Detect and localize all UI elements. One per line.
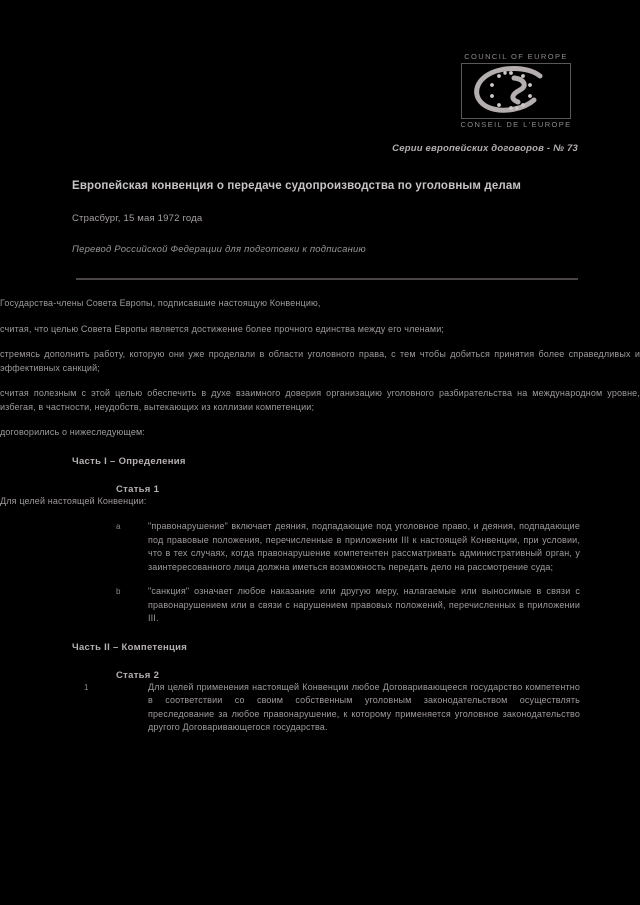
- article-heading-1: Статья 1: [116, 483, 160, 495]
- place-and-date: Страсбург, 15 мая 1972 года: [72, 213, 203, 224]
- list-item: [84, 681, 580, 735]
- list-item: [116, 585, 580, 626]
- council-of-europe-logo: [452, 52, 580, 130]
- header-divider: [76, 278, 578, 280]
- list-item-marker: 1: [84, 682, 89, 692]
- preamble-paragraph: стремясь дополнить работу, которую они уже проделали в области уголовного права, с тем чтобы добиться принятия более справедливых и эффективных санкций;: [0, 349, 640, 373]
- preamble-closing: договорились о нижеследующем:: [0, 427, 145, 437]
- list-item-marker: b: [116, 587, 121, 596]
- part-heading-2: Часть II – Компетенция: [72, 641, 188, 653]
- article-heading-2: Статья 2: [116, 669, 160, 681]
- document-body: [0, 297, 640, 746]
- page-title: Европейская конвенция о передаче судопроизводства по уголовным делам: [72, 179, 522, 192]
- list-item: [116, 520, 580, 574]
- preamble-paragraph: Государства-члены Совета Европы, подписавшие настоящую Конвенцию,: [0, 298, 321, 308]
- article-lead-text: Для целей настоящей Конвенции:: [0, 495, 147, 506]
- logo-bottom-caption: CONSEIL DE L'EUROPE: [460, 120, 572, 129]
- logo-top-caption: COUNCIL OF EUROPE: [464, 52, 568, 61]
- treaty-series-reference: Серии европейских договоров - № 73: [392, 143, 578, 154]
- part-heading-1: Часть I – Определения: [72, 455, 186, 467]
- list-item-marker: a: [116, 522, 121, 531]
- list-item-text: "правонарушение" включает деяния, подпадающие под уголовное право, и деяния, подпадающие под правовые положения, перечисленные в приложении III к настоящей Конвенции, при условии, что в тех случаях, когда правонарушение компетентен рассматривать административный орган, у заинтересованного лица должна иметься возможность передать дело на рассмотрение суда;: [148, 521, 580, 572]
- list-item-text: Для целей применения настоящей Конвенции любое Договаривающееся государство компетентно в соответствии со своим собственным уголовным законодательством осуществлять преследование за любое правонарушение, к которому применяется уголовное законодательство другого Договаривающегося государства.: [148, 681, 580, 732]
- preamble-paragraph: считая, что целью Совета Европы является достижение более прочного единства между его членами;: [0, 323, 445, 334]
- council-of-europe-emblem: [461, 63, 571, 119]
- preamble-paragraph: считая полезным с этой целью обеспечить в духе взаимного доверия организацию уголовного разбирательства на международном уровне, избегая, в частности, неудобств, вытекающих из коллизии компетенции;: [0, 388, 640, 412]
- translation-note: Перевод Российской Федерации для подготовки к подписанию: [72, 244, 366, 255]
- list-item-text: "санкция" означает любое наказание или другую меру, налагаемые или выносимые в связи с правонарушением или в связи с нарушением правовых положений, перечисленных в приложении III.: [148, 586, 580, 623]
